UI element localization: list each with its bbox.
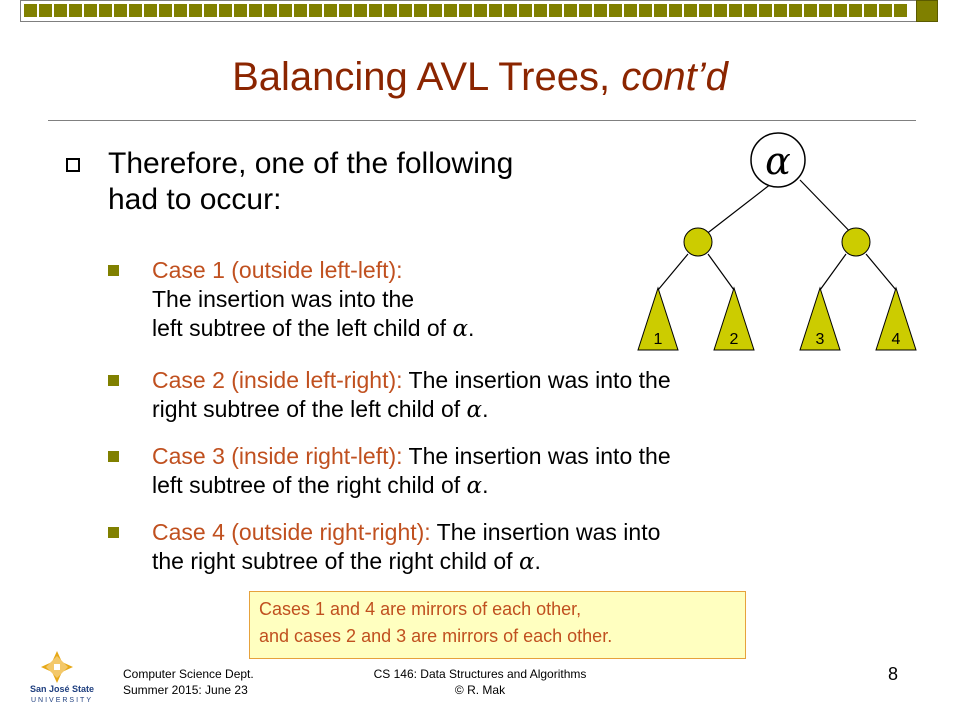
subtree-2-label: 2 [729, 331, 739, 348]
page-number: 8 [888, 664, 899, 684]
case-2-label: Case 2 (inside left-right): [152, 367, 403, 393]
main-bullet-text: Therefore, one of the following had to occur: [108, 147, 514, 216]
avl-tree-diagram [620, 130, 920, 355]
subtree-1-label: 1 [653, 331, 663, 348]
case-1-label: Case 1 (outside left-left): [152, 257, 403, 283]
left-child-node [684, 228, 712, 256]
square-bullet-icon [108, 451, 119, 462]
right-child-node [842, 228, 870, 256]
corner-square [916, 0, 938, 22]
logo-subtitle: UNIVERSITY [30, 697, 93, 704]
hollow-square-bullet-icon [66, 158, 80, 172]
mirror-note-box: Cases 1 and 4 are mirrors of each other, and cases 2 and 3 are mirrors of each other. [249, 591, 746, 659]
subtree-3-label: 3 [815, 331, 825, 348]
logo-name: San José State [29, 684, 95, 694]
square-bullet-icon [108, 527, 119, 538]
case-4-label: Case 4 (outside right-right): [152, 519, 431, 545]
footer-left: Computer Science Dept. Summer 2015: June 23 [123, 667, 254, 697]
subtree-4-label: 4 [891, 331, 901, 348]
title-divider [48, 120, 916, 121]
top-bar [20, 0, 918, 22]
top-bar-squares [24, 4, 907, 17]
square-bullet-icon [108, 375, 119, 386]
case-3-label: Case 3 (inside right-left): [152, 443, 403, 469]
slide-title: Balancing AVL Trees, cont’d [232, 55, 728, 99]
root-label: α [765, 139, 791, 183]
square-bullet-icon [108, 265, 119, 276]
footer-center: CS 146: Data Structures and Algorithms © R. Mak [373, 667, 587, 697]
